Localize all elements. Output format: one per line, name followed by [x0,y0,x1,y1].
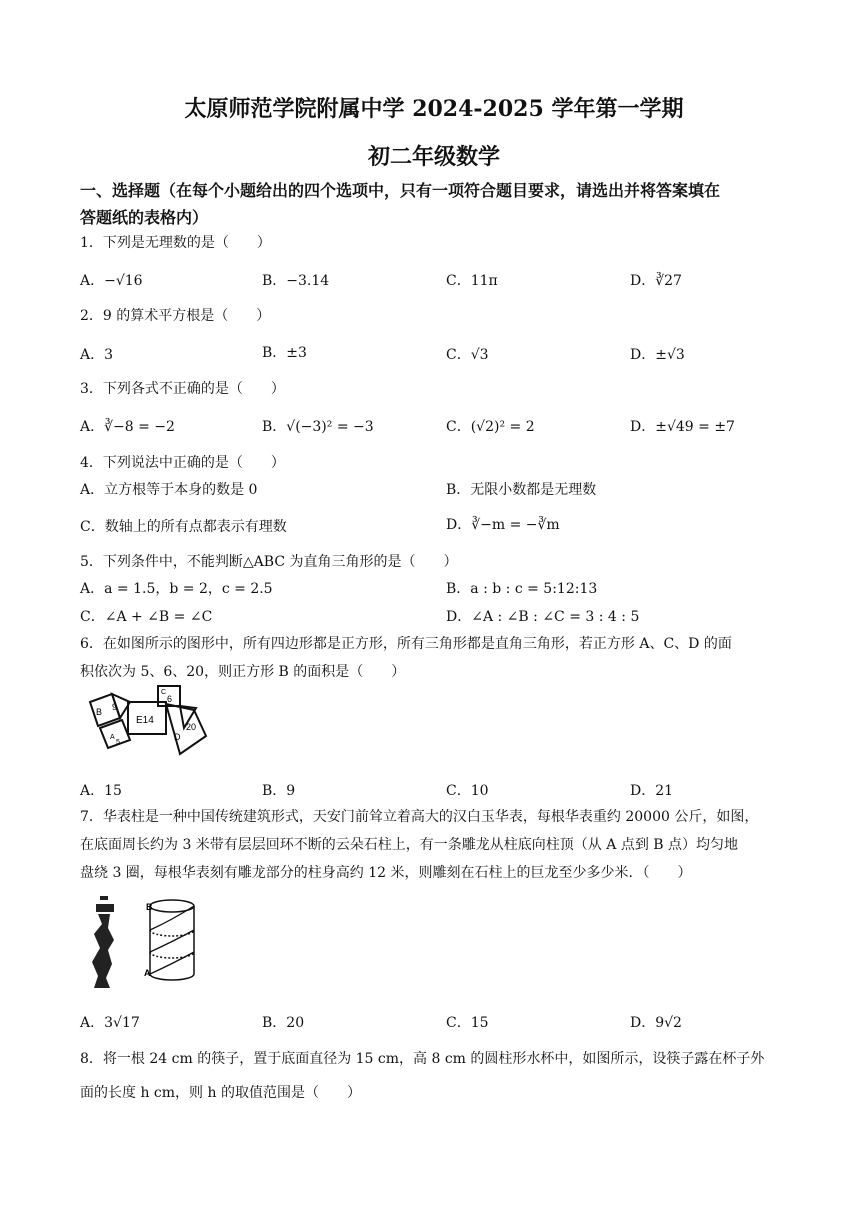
question-2-stem: 2．9 的算术平方根是（ ） [80,308,271,324]
question-6-stem-line1: 6．在如图所示的图形中，所有四边形都是正方形，所有三角形都是直角三角形，若正方形 A、C、D 的面 [80,636,732,652]
page-title: 太原师范学院附属中学 2024-2025 学年第一学期 [184,96,684,122]
label-20: 20 [186,722,197,732]
question-7-stem-line2: 在底面周长约为 3 米带有层层回环不断的云朵石柱上，有一条雕龙从柱底向柱顶（从 A 点到 B 点）均匀地 [80,837,739,853]
question-5-option-b: B．a : b : c = 5:12:13 [446,581,598,597]
page-subtitle: 初二年级数学 [367,144,500,170]
question-2-option-c: C．√3 [446,347,489,363]
question-5-stem: 5．下列条件中，不能判断△ABC 为直角三角形的是（ ） [80,554,458,570]
question-6-stem-line2: 积依次为 5、6、20，则正方形 B 的面积是（ ） [80,664,406,680]
label-c: C [161,689,167,696]
question-4-option-a: A．立方根等于本身的数是 0 [80,482,258,498]
label-e14: E14 [136,715,154,726]
question-3-option-d: D．±√49 = ±7 [630,419,735,435]
label-6: 6 [167,694,173,704]
label-b: B [146,902,153,912]
question-7-option-d: D．9√2 [630,1015,682,1031]
question-7-option-b: B．20 [262,1015,305,1031]
question-3-stem: 3．下列各式不正确的是（ ） [80,381,285,397]
question-7-stem-line3: 盘绕 3 圈，每根华表刻有雕龙部分的柱身高约 12 米，则雕刻在石柱上的巨龙至少多少米．（ ） [80,865,692,881]
question-4-stem: 4．下列说法中正确的是（ ） [80,455,285,471]
section-heading-line2: 答题纸的表格内） [80,208,209,227]
question-1-option-d: D．∛27 [630,273,682,289]
question-5-option-c: C．∠A + ∠B = ∠C [80,609,213,625]
label-b: B [96,707,103,717]
label-5: 5 [116,739,120,746]
question-5-option-a: A．a = 1.5，b = 2，c = 2.5 [80,581,273,597]
section-heading-line1: 一、选择题（在每个小题给出的四个选项中，只有一项符合题目要求，请选出并将答案填在 [80,181,721,200]
question-6-option-a: A．15 [80,783,122,799]
question-8-stem-line1: 8．将一根 24 cm 的筷子，置于底面直径为 15 cm，高 8 cm 的圆柱形水杯中，如图所示，设筷子露在杯子外 [80,1051,765,1067]
pillar-body [92,914,114,988]
question-6-option-b: B．9 [262,783,296,799]
label-a: A [144,968,151,978]
question-4-option-b: B．无限小数都是无理数 [446,482,597,498]
question-6-option-c: C．10 [446,783,489,799]
question-6-figure [80,682,220,772]
question-1-option-b: B．−3.14 [262,273,330,289]
question-7-option-c: C．15 [446,1015,489,1031]
cylinder [150,900,194,980]
question-2-option-a: A．3 [80,347,114,363]
question-7-option-a: A．3√17 [80,1015,140,1031]
question-5-option-d: D．∠A : ∠B : ∠C = 3 : 4 : 5 [446,609,640,625]
question-7-stem-line1: 7．华表柱是一种中国传统建筑形式，天安门前耸立着高大的汉白玉华表，每根华表重约 20000 公斤，如图， [80,809,759,825]
label-a: A [110,734,115,741]
question-7-figure [80,888,200,994]
label-9: 9 [112,702,118,712]
question-4-option-d: D．∛−m = −∛m [446,517,560,533]
question-3-option-c: C．(√2)² = 2 [446,419,535,435]
label-d: D [174,732,181,742]
question-2-option-d: D．±√3 [630,347,685,363]
question-3-option-b: B．√(−3)² = −3 [262,419,374,435]
question-2-option-b: B．±3 [262,345,307,361]
question-3-option-a: A．∛−8 = −2 [80,419,175,435]
question-1-stem: 1．下列是无理数的是（ ） [80,235,271,251]
question-4-option-c: C．数轴上的所有点都表示有理数 [80,519,287,535]
question-1-option-c: C．11π [446,273,498,289]
question-1-option-a: A．−√16 [80,273,143,289]
question-8-stem-line2: 面的长度 h cm，则 h 的取值范围是（ ） [80,1085,361,1101]
pillar-cap [100,896,108,900]
question-6-option-d: D．21 [630,783,674,799]
